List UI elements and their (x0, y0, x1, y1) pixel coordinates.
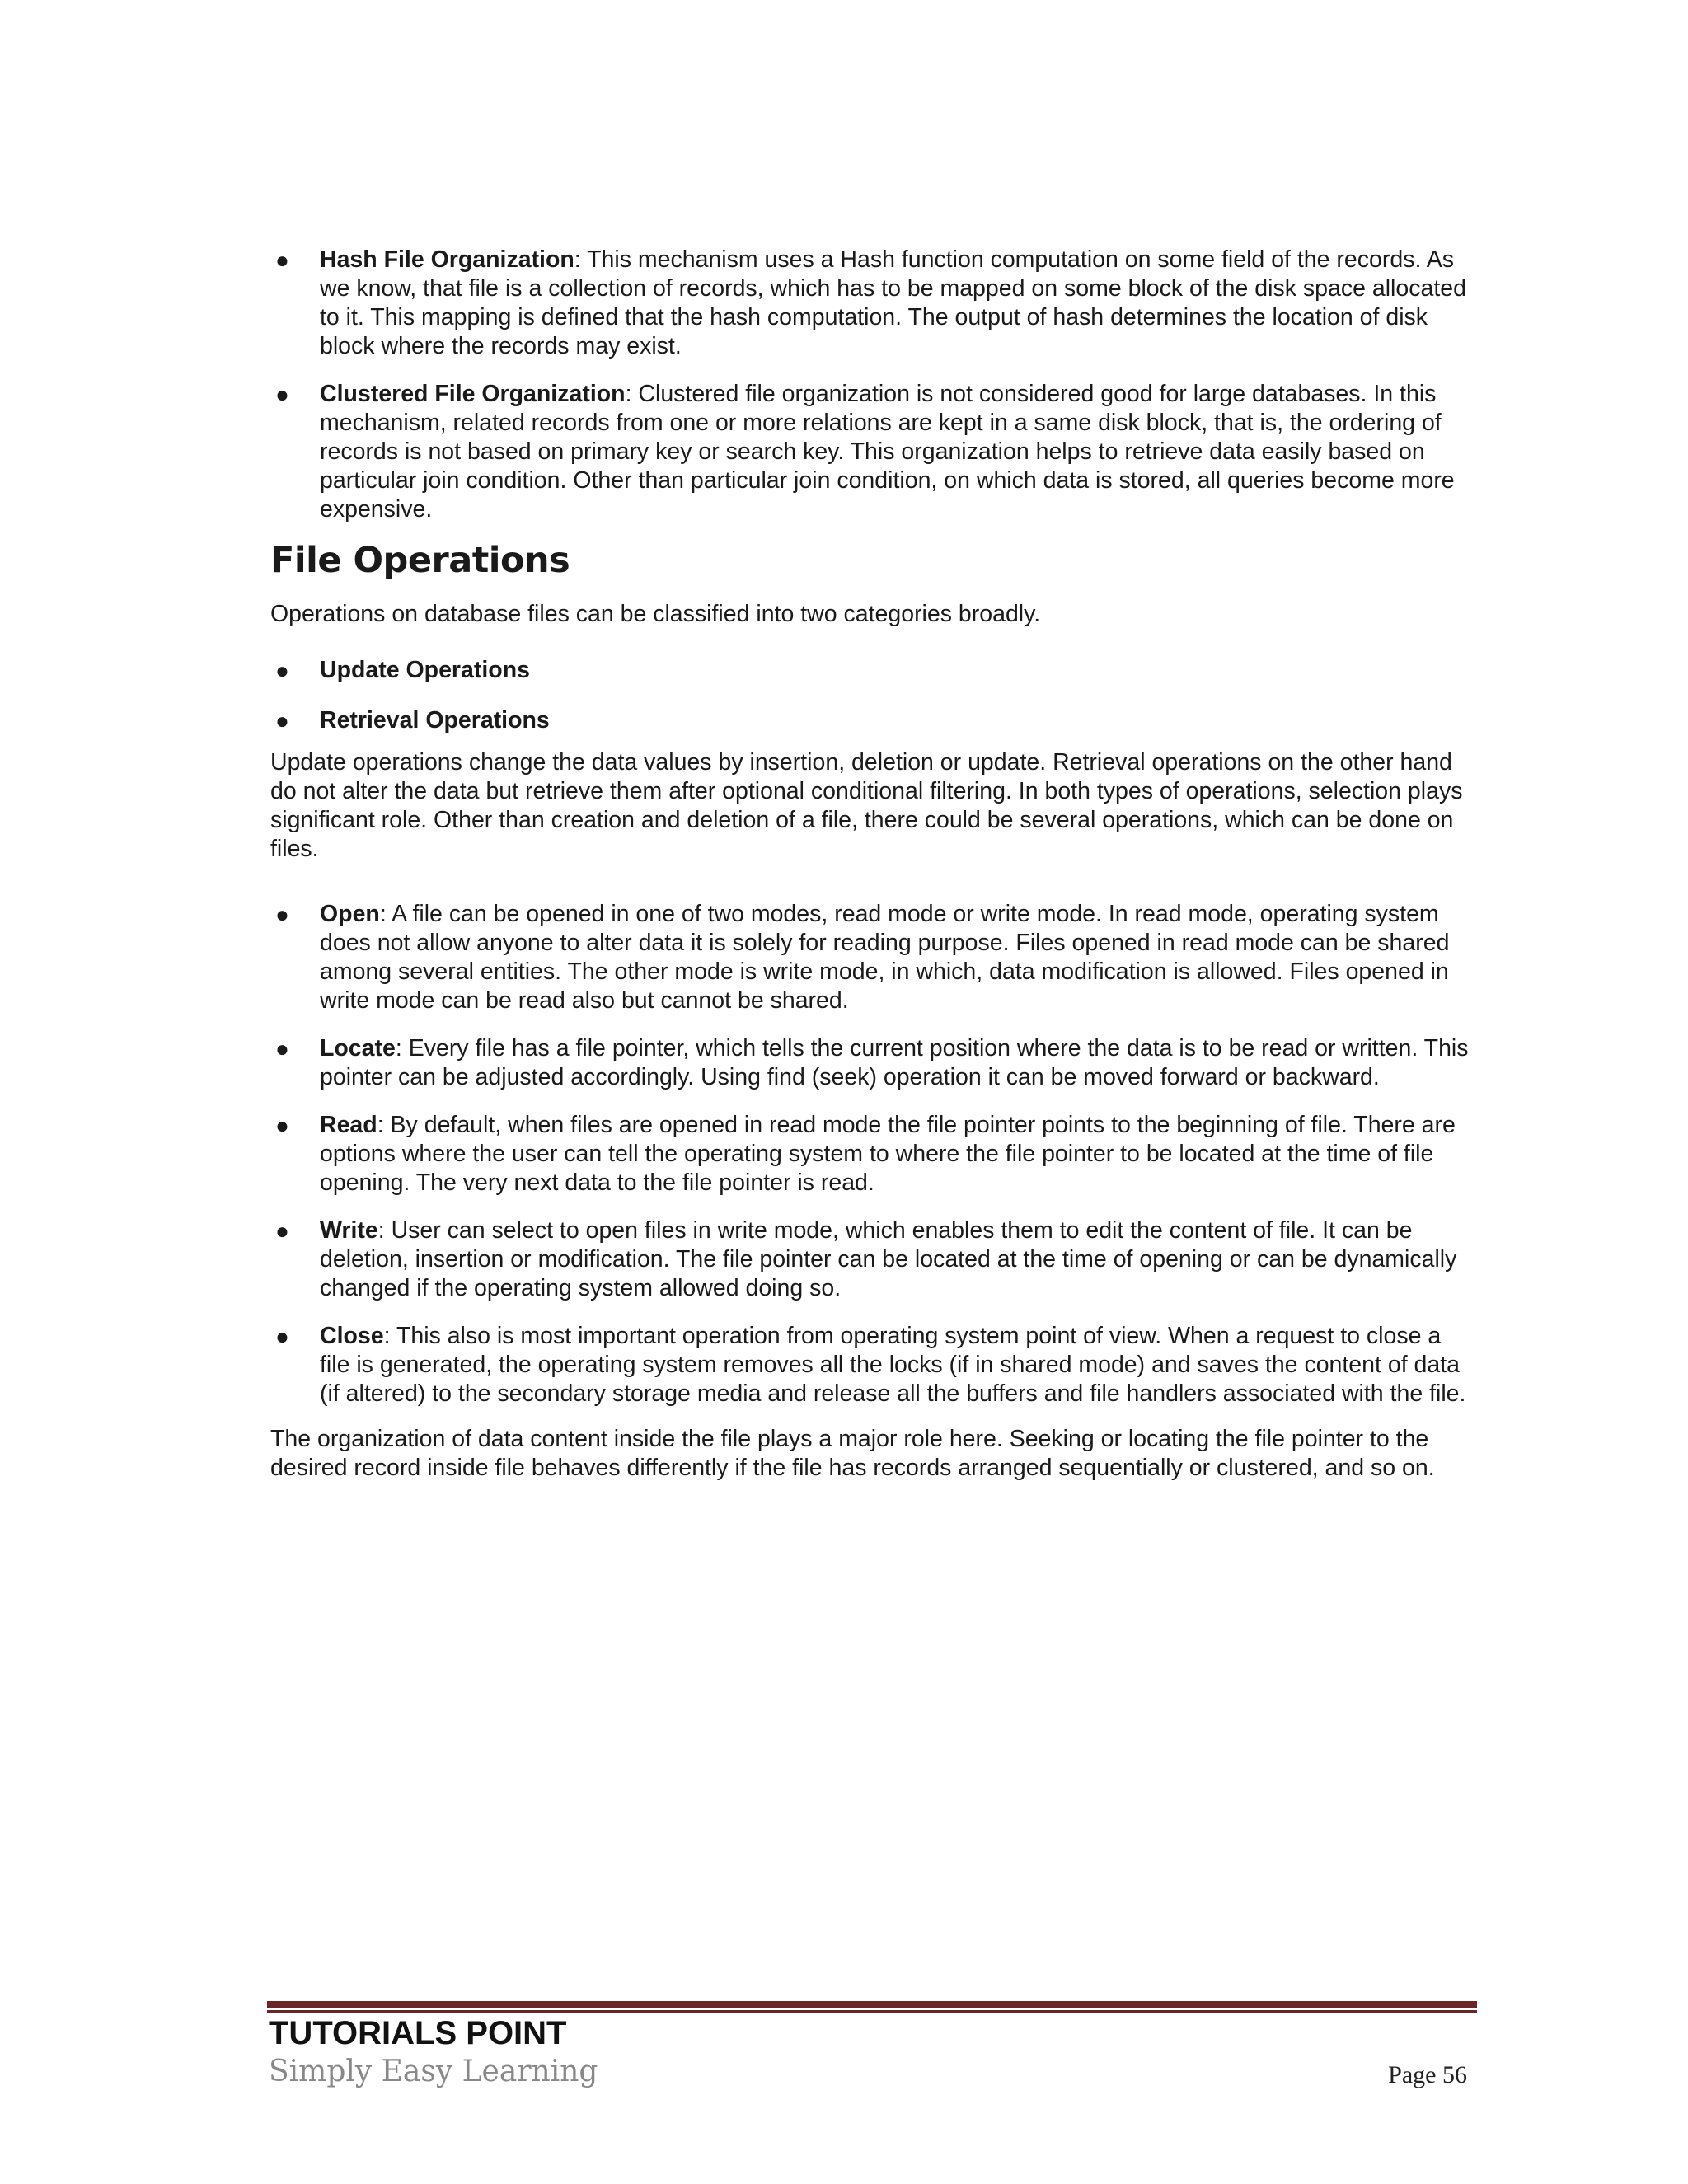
page-number: Page 56 (1388, 2061, 1467, 2088)
list-item-text: : This mechanism uses a Hash function computation on some field of the records. As we know, that file is a collection of records, which has to be mapped on some block of the disk space allocated to it. This mapping is defined that the hash computation. The output of hash determines the location of disk block where the records may exist. (320, 246, 1466, 359)
list-item-term: Read (320, 1112, 377, 1138)
bullet-icon: ● (275, 247, 289, 273)
bullet-icon: ● (275, 658, 289, 683)
list-item (270, 656, 1474, 685)
section-heading: File Operations (270, 540, 570, 581)
update-paragraph: Update operations change the data values by insertion, deletion or update. Retrieval operations on the other hand do not alter the data but retrieve them after optional conditional filtering. In both types of operations, selection plays significant role. Other than creation and deletion of a file, there could be several operations, which can be done on files. (270, 749, 1463, 862)
list-item-term: Close (320, 1323, 384, 1349)
bullet-icon: ● (275, 1036, 289, 1062)
list-item (270, 380, 1474, 524)
bullet-icon: ● (275, 1113, 289, 1138)
list-item (270, 1322, 1474, 1408)
list-item-term: Write (320, 1217, 378, 1244)
list-item-term: Open (320, 901, 380, 927)
list-item (270, 1111, 1474, 1197)
list-item-text: : By default, when files are opened in read mode the file pointer points to the beginning of file. There are options where the user can tell the operating system to where the file pointer to be located at the time of file opening. The very next data to the file pointer is read. (320, 1112, 1456, 1196)
list-item (270, 1216, 1474, 1303)
list-item-text: : This also is most important operation from operating system point of view. When a request to close a file is generated, the operating system removes all the locks (if in shared mode) and saves the content of data (if altered) to the secondary storage media and release all the buffers and file handlers associated with the file. (320, 1323, 1466, 1407)
footer-divider (267, 2001, 1477, 2008)
page-content (270, 246, 1474, 1483)
list-item-term: Hash File Organization (320, 246, 574, 273)
bullet-icon: ● (275, 1218, 289, 1244)
list-item (270, 900, 1474, 1015)
list-item-term: Clustered File Organization (320, 381, 626, 407)
list-item-term: Locate (320, 1035, 396, 1062)
organization-list (270, 246, 1474, 524)
bullet-icon: ● (275, 1324, 289, 1349)
list-item-text: : A file can be opened in one of two modes, read mode or write mode. In read mode, operating system does not allow anyone to alter data it is solely for reading purpose. Files opened in read mode can be shared among several entities. The other mode is write mode, in which, data modification is allowed. Files opened in write mode can be read also but cannot be shared. (320, 901, 1450, 1014)
bullet-icon: ● (275, 382, 289, 407)
intro-paragraph: Operations on database files can be classified into two categories broadly. (270, 601, 1041, 627)
footer-tagline: Simply Easy Learning (269, 2055, 598, 2088)
list-item-term: Retrieval Operations (320, 707, 550, 733)
list-item (270, 1034, 1474, 1092)
list-item-text: : Clustered file organization is not considered good for large databases. In this mechanism, related records from one or more relations are kept in a same disk block, that is, the ordering of records is not based on primary key or search key. This organization helps to retrieve data easily based on particular join condition. Other than particular join condition, on which data is stored, all queries become more expensive. (320, 381, 1455, 523)
category-list (270, 656, 1474, 735)
list-item-term: Update Operations (320, 657, 530, 683)
bullet-icon: ● (275, 708, 289, 733)
operations-list (270, 900, 1474, 1408)
bullet-icon: ● (275, 902, 289, 927)
list-item (270, 706, 1474, 735)
list-item (270, 246, 1474, 361)
list-item-text: : Every file has a file pointer, which tells the current position where the data is to be read or written. This pointer can be adjusted accordingly. Using find (seek) operation it can be moved forward or backward. (320, 1035, 1469, 1090)
list-item-text: : User can select to open files in write mode, which enables them to edit the content of file. It can be deletion, insertion or modification. The file pointer can be located at the time of opening or can be dynamically changed if the operating system allowed doing so. (320, 1217, 1457, 1301)
footer-brand: TUTORIALS POINT (269, 2015, 567, 2051)
closing-paragraph: The organization of data content inside the file plays a major role here. Seeking or locating the file pointer to the desired record inside file behaves differently if the file has records arranged sequentially or clustered, and so on. (270, 1426, 1435, 1481)
